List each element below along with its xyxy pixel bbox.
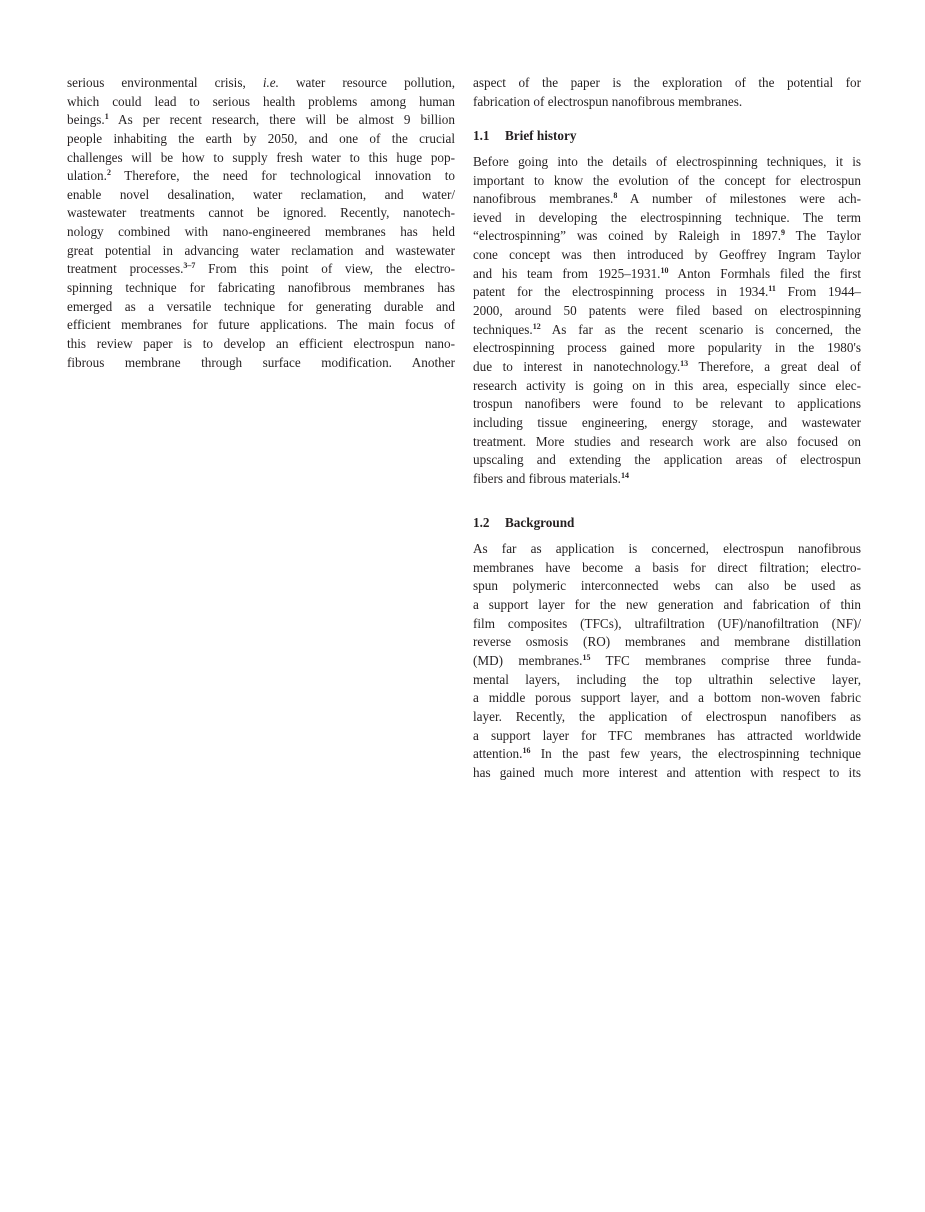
section-number: 1.1 [473, 128, 490, 144]
text-line: important to know the evolution of the concept for electrospun [473, 172, 861, 188]
text-line: a support layer for TFC membranes has attracted worldwide [473, 727, 861, 743]
paragraph [473, 540, 861, 782]
text-line: trospun nanofibers were found to be relevant to applications [473, 396, 861, 412]
text-line: a support layer for the new generation and fabrication of thin [473, 597, 861, 613]
section-heading [473, 514, 861, 533]
citation-superscript: 3–7 [183, 261, 196, 271]
text-line: ulation.$^2$ Therefore, the need for technological innovation to [67, 168, 455, 184]
text-line: Before going into the details of electrospinning techniques, it is [473, 153, 861, 169]
text-line: mental layers, including the top ultrathin selective layer, [473, 671, 861, 687]
section-title: Brief history [505, 128, 577, 144]
text-line: reverse osmosis (RO) membranes and membrane distillation [473, 634, 861, 650]
left-column [67, 74, 455, 372]
section-title: Background [505, 515, 575, 531]
paragraph [67, 74, 455, 372]
text-line: spun polymeric interconnected webs can also be used as [473, 578, 861, 594]
text-line: this review paper is to develop an efficient electrospun nano- [67, 335, 455, 351]
text-line: including tissue engineering, energy storage, and wastewater [473, 414, 861, 430]
text-line: fibers and fibrous materials.$^{14}$ [473, 470, 629, 486]
text-line: a middle porous support layer, and a bottom non-woven fabric [473, 690, 861, 706]
text-line: 2000, around 50 patents were filed based on electrospinning [473, 303, 861, 319]
paragraph [473, 74, 861, 111]
text-line: enable novel desalination, water reclamation, and water/ [67, 186, 455, 202]
citation-superscript: 12 [532, 321, 541, 331]
text-line: “electrospinning” was coined by Raleigh in 1897.$^9$ The Taylor [473, 228, 861, 244]
citation-superscript: 16 [522, 746, 531, 756]
text-line: spinning technique for fabricating nanofibrous membranes has [67, 280, 455, 296]
citation-superscript: 2 [106, 168, 111, 178]
citation-superscript: 14 [620, 470, 629, 480]
text-line: people inhabiting the earth by 2050, and one of the crucial [67, 130, 455, 146]
text-line: upscaling and extending the application areas of electrospun [473, 452, 861, 468]
text-line: which could lead to serious health problems among human [67, 93, 455, 109]
text-line: layer. Recently, the application of electrospun nanofibers as [473, 708, 861, 724]
citation-superscript: 8 [613, 191, 618, 201]
citation-superscript: 13 [680, 358, 689, 368]
text-line: beings.$^1$ As per recent research, there will be almost 9 billion [67, 112, 455, 128]
text-line: attention.$^{16}$ In the past few years, the electrospinning technique [473, 746, 861, 762]
italic-text: i.e. [262, 75, 279, 90]
section-heading [473, 127, 861, 146]
text-line: (MD) membranes.$^{15}$ TFC membranes comprise three funda- [473, 652, 861, 668]
text-line: great potential in advancing water reclamation and wastewater [67, 242, 455, 258]
text-line: electrospinning process gained more popularity in the 1980's [473, 340, 861, 356]
text-line: emerged as a versatile technique for generating durable and [67, 298, 455, 314]
text-line: nology combined with nano-engineered membranes has held [67, 224, 455, 240]
text-line: film composites (TFCs), ultrafiltration (UF)/nanofiltration (NF)/ [473, 615, 861, 631]
text-line: challenges will be how to supply fresh water to this huge pop- [67, 149, 455, 165]
text-line: patent for the electrospinning process in 1934.11 From 1944– [473, 284, 862, 300]
text-line: treatment. More studies and research work are also focused on [473, 433, 861, 449]
text-line: due to interest in nanotechnology.$^{13}$ Therefore, a great deal of [473, 358, 861, 374]
text-line: wastewater treatments cannot be ignored. Recently, nanotech- [67, 205, 455, 221]
text-line: has gained much more interest and attention with respect to its [473, 764, 861, 780]
citation-superscript: 15 [582, 652, 591, 662]
section-number: 1.2 [473, 515, 490, 531]
text-line: membranes have become a basis for direct filtration; electro- [473, 559, 861, 575]
text-line: fibrous membrane through surface modification. Another [67, 354, 455, 370]
text-line: and his team from 1925–1931.10 Anton Formhals filed the first [473, 265, 861, 281]
citation-superscript: 1 [104, 112, 109, 122]
text-line: aspect of the paper is the exploration of the potential for [473, 75, 861, 90]
citation-superscript: 9 [781, 228, 785, 238]
text-line: efficient membranes for future applications. The main focus of [67, 317, 455, 333]
text-line: research activity is going on in this area, especially since elec- [473, 377, 861, 393]
text-line: ieved in developing the electrospinning technique. The term [473, 209, 861, 225]
right-column [473, 74, 861, 782]
text-line: serious environmental crisis, i.e. water resource pollution, [67, 75, 455, 90]
text-line: techniques.$^{12}$ As far as the recent scenario is concerned, the [473, 321, 861, 337]
text-line: nanofibrous membranes.$^8$ A number of milestones were ach- [473, 191, 861, 207]
paragraph [473, 153, 861, 489]
text-line: fabrication of electrospun nanofibrous membranes. [473, 93, 743, 109]
citation-superscript: 11 [768, 284, 776, 294]
citation-superscript: 10 [660, 265, 669, 275]
text-line: treatment processes.$^{3-7}$ From this point of view, the electro- [67, 261, 455, 277]
text-line: cone concept was then introduced by Geoffrey Ingram Taylor [473, 247, 861, 263]
text-line: As far as application is concerned, electrospun nanofibrous [473, 541, 861, 557]
